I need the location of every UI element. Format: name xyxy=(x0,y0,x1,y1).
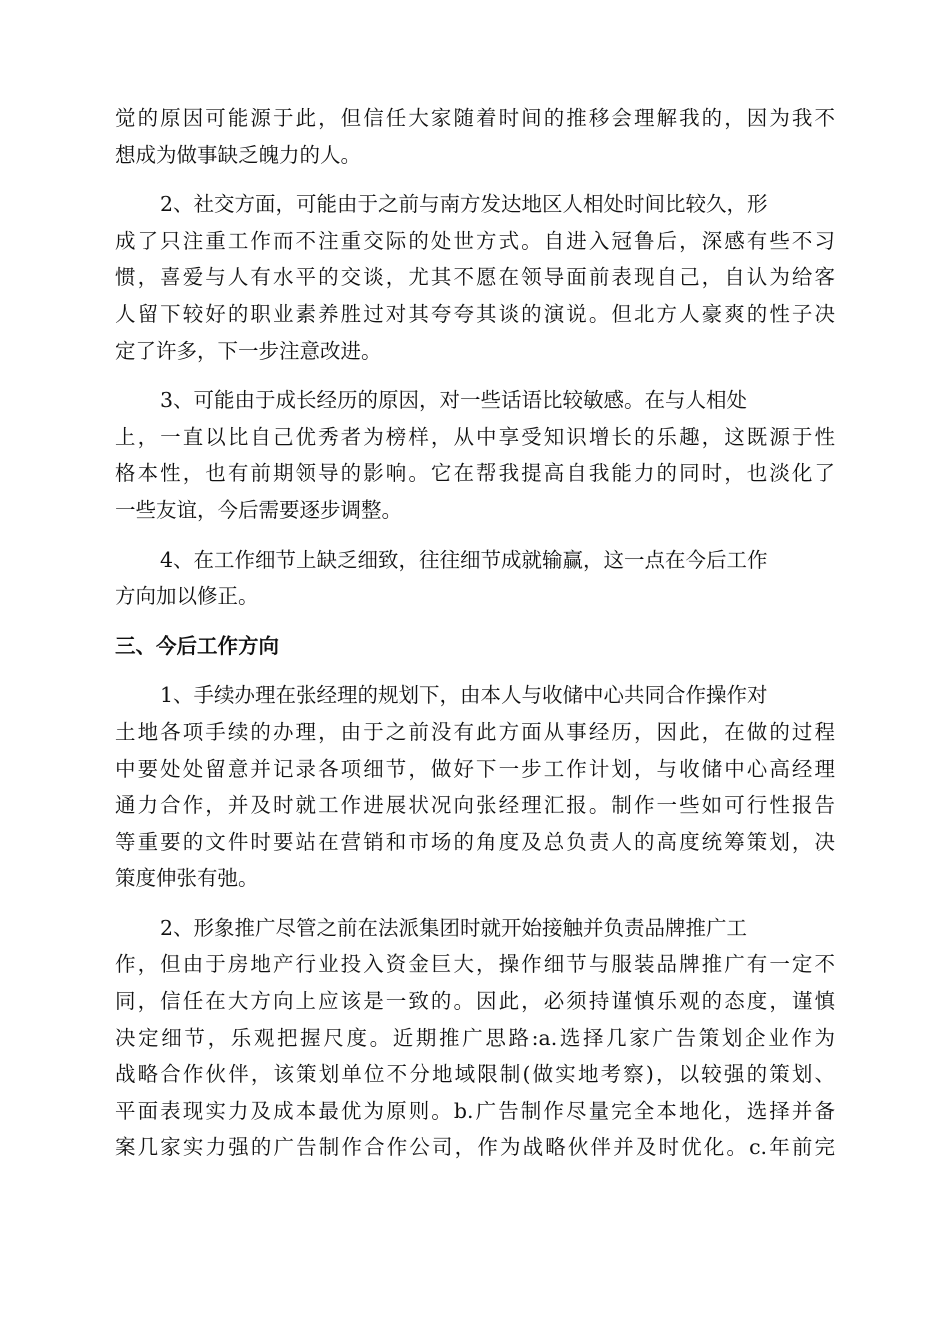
paragraph-gap xyxy=(115,369,835,382)
text-line: 3、可能由于成长经历的原因，对一些话语比较敏感。在与人相处 xyxy=(160,388,748,413)
text-line: 定了许多，下一步注意改进。 xyxy=(115,338,382,363)
paragraph-gap xyxy=(115,615,835,628)
paragraph-gap xyxy=(115,173,835,186)
text-line: 决定细节，乐观把握尺度。近期推广思路:a.选择几家广告策划企业作为 xyxy=(115,1025,835,1050)
paragraph-social xyxy=(115,186,835,369)
text-line: 一些友谊，今后需要逐步调整。 xyxy=(115,497,402,522)
text-line: 等重要的文件时要站在营销和市场的角度及总负责人的高度统筹策划，决 xyxy=(115,829,835,854)
text-line: 案几家实力强的广告制作合作公司，作为战略伙伴并及时优化。c.年前完 xyxy=(115,1135,835,1160)
text-line: 通力合作，并及时就工作进展状况向张经理汇报。制作一些如可行性报告 xyxy=(115,793,835,818)
text-line: 觉的原因可能源于此，但信任大家随着时间的推移会理解我的，因为我不 xyxy=(115,106,835,130)
text-line: 人留下较好的职业素养胜过对其夸夸其谈的演说。但北方人豪爽的性子决 xyxy=(115,301,835,326)
paragraph-procedures xyxy=(115,677,835,897)
text-line: 平面表现实力及成本最优为原则。b.广告制作尽量完全本地化，选择并备 xyxy=(115,1098,835,1123)
text-line: 1、手续办理在张经理的规划下，由本人与收储中心共同合作操作对 xyxy=(160,683,768,708)
text-line: 想成为做事缺乏魄力的人。 xyxy=(115,142,361,167)
text-line: 策度伸张有弛。 xyxy=(115,866,259,891)
text-line: 同，信任在大方向上应该是一致的。因此，必须持谨慎乐观的态度，谨慎 xyxy=(115,989,835,1014)
document-page xyxy=(115,100,835,1166)
paragraph-gap xyxy=(115,664,835,677)
text-line: 土地各项手续的办理，由于之前没有此方面从事经历，因此，在做的过程 xyxy=(115,719,835,744)
paragraph-gap xyxy=(115,897,835,910)
text-line: 2、形象推广尽管之前在法派集团时就开始接触并负责品牌推广工 xyxy=(160,915,748,940)
text-line: 中要处处留意并记录各项细节，做好下一步工作计划，与收储中心高经理 xyxy=(115,756,835,781)
text-line: 惯，喜爱与人有水平的交谈，尤其不愿在领导面前表现自己，自认为给客 xyxy=(115,265,835,290)
paragraph-gap xyxy=(115,529,835,542)
text-line: 方向加以修正。 xyxy=(115,584,259,609)
text-line: 2、社交方面，可能由于之前与南方发达地区人相处时间比较久，形 xyxy=(160,192,768,217)
text-line: 4、在工作细节上缺乏细致，往往细节成就输赢，这一点在今后工作 xyxy=(160,547,768,572)
text-line: 成了只注重工作而不注重交际的处世方式。自进入冠鲁后，深感有些不习 xyxy=(115,228,835,253)
section-heading: 三、今后工作方向 xyxy=(115,633,279,658)
paragraph-growth xyxy=(115,382,835,528)
paragraph-continuation xyxy=(115,100,835,173)
text-line: 战略合作伙伴，该策划单位不分地域限制(做实地考察)，以较强的策划、 xyxy=(115,1062,835,1087)
text-line: 格本性，也有前期领导的影响。它在帮我提高自我能力的同时，也淡化了 xyxy=(115,461,835,486)
text-line: 上，一直以比自己优秀者为榜样，从中享受知识增长的乐趣，这既源于性 xyxy=(115,424,835,449)
text-line: 作，但由于房地产行业投入资金巨大，操作细节与服装品牌推广有一定不 xyxy=(115,952,835,977)
paragraph-promotion xyxy=(115,910,835,1166)
paragraph-details xyxy=(115,542,835,615)
